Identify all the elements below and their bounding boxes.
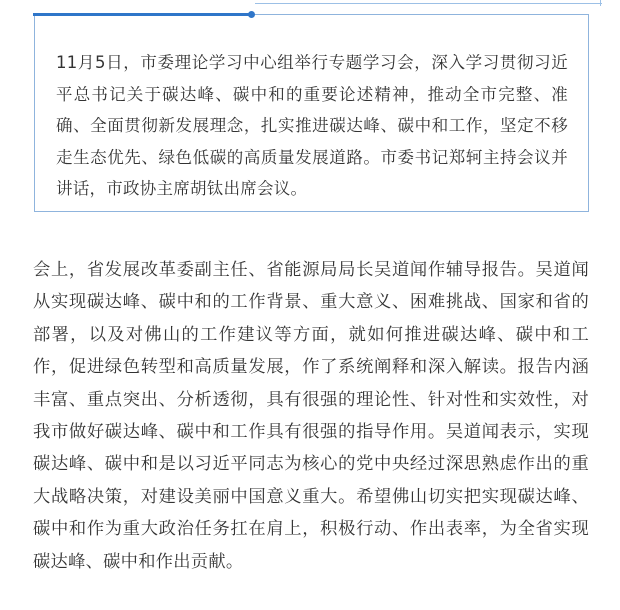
summary-accent-tail-end	[600, 0, 601, 6]
summary-accent-line	[33, 13, 251, 16]
summary-accent-dot	[248, 11, 255, 18]
article-paragraph: 会上，省发展改革委副主任、省能源局局长吴道闻作辅导报告。吴道闻从实现碳达峰、碳中和的工作背景、重大意义、困难挑战、国家和省的部署，以及对佛山的工作建议等方面，就如何推进碳达峰、碳中和工作，促进绿色转型和高质量发展，作了系统阐释和深入解读。报告内涵丰富、重点突出、分析透彻，具有很强的理论性、针对性和实效性，对我市做好碳达峰、碳中和工作具有很强的指导作用。吴道闻表示，实现碳达峰、碳中和是以习近平同志为核心的党中央经过深思熟虑作出的重大战略决策，对建设美丽中国意义重大。希望佛山切实把实现碳达峰、碳中和作为重大政治任务扛在肩上，积极行动、作出表率，为全省实现碳达峰、碳中和作出贡献。	[33, 260, 589, 572]
summary-text: 11月5日，市委理论学习中心组举行专题学习会，深入学习贯彻习近平总书记关于碳达峰、碳中和的重要论述精神，推动全市完整、准确、全面贯彻新发展理念，扎实推进碳达峰、碳中和工作，坚定不移走生态优先、绿色低碳的高质量发展道路。市委书记郑轲主持会议并讲话，市政协主席胡钛出席会议。	[56, 53, 568, 199]
summary-accent-tail	[255, 3, 602, 4]
